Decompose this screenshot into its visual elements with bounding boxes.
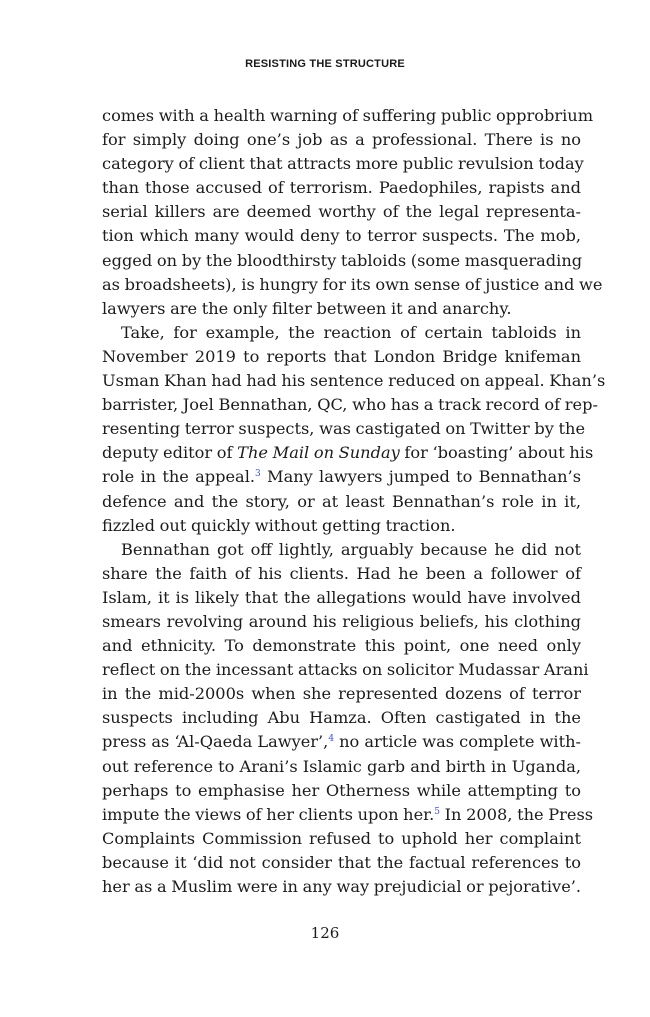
paragraph-3 xyxy=(102,538,594,899)
footnote-marker-4[interactable]: 4 xyxy=(328,734,335,745)
text-line: her as a Muslim were in any way prejudicial or pejorative’. xyxy=(102,877,582,896)
text-line xyxy=(102,803,594,827)
text-segment: for ‘boasting’ about his xyxy=(399,443,594,463)
text-line: perhaps to emphasise her Otherness while attempting to xyxy=(102,780,581,800)
text-line: barrister, Joel Bennathan, QC, who has a track record of rep- xyxy=(102,395,598,415)
text-segment: Many lawyers jumped to Bennathan’s xyxy=(260,467,582,487)
text-line: for simply doing one’s job as a professional. There is no xyxy=(102,130,581,150)
footnote-marker-5[interactable]: 5 xyxy=(434,806,441,817)
text-line: because it ‘did not consider that the factual references to xyxy=(102,852,581,872)
paragraph-1 xyxy=(102,104,603,321)
text-segment: impute the views of her clients upon her. xyxy=(102,804,435,824)
text-segment: deputy editor of xyxy=(102,443,238,463)
text-line: serial killers are deemed worthy of the legal representa- xyxy=(102,202,581,222)
text-line: Complaints Commission refused to uphold her complaint xyxy=(102,828,581,848)
body-text xyxy=(102,104,606,899)
running-head: RESISTING THE STRUCTURE xyxy=(245,58,405,70)
text-line: fizzled out quickly without getting traction. xyxy=(102,515,456,535)
text-line: lawyers are the only filter between it and anarchy. xyxy=(102,298,512,318)
text-line: in the mid-2000s when she represented dozens of terror xyxy=(102,684,581,704)
text-line: tion which many would deny to terror suspects. The mob, xyxy=(102,226,581,246)
text-line: Islam, it is likely that the allegations would have involved xyxy=(102,587,581,607)
text-line: as broadsheets), is hungry for its own sense of justice and we xyxy=(102,274,603,294)
text-line: comes with a health warning of suffering public opprobrium xyxy=(102,106,594,125)
text-line: resenting terror suspects, was castigated on Twitter by the xyxy=(102,419,586,439)
publication-title: The Mail on Sunday xyxy=(237,443,400,463)
text-segment: press as ‘Al-Qaeda Lawyer’, xyxy=(102,732,329,752)
text-line: smears revolving around his religious beliefs, his clothing xyxy=(102,611,581,631)
text-line: Bennathan got off lightly, arguably because he did not xyxy=(121,539,581,559)
text-line: and ethnicity. To demonstrate this point, one need only xyxy=(102,636,581,656)
text-line: reflect on the incessant attacks on solicitor Mudassar Arani xyxy=(102,660,589,680)
text-line: share the faith of his clients. Had he been a follower of xyxy=(102,563,581,583)
text-line xyxy=(102,730,581,754)
text-line: defence and the story, or at least Bennathan’s role in it, xyxy=(102,491,581,511)
text-line: out reference to Arani’s Islamic garb and birth in Uganda, xyxy=(102,756,581,776)
text-line: egged on by the bloodthirsty tabloids (some masquerading xyxy=(102,250,583,270)
text-line: suspects including Abu Hamza. Often castigated in the xyxy=(102,708,581,728)
text-line xyxy=(102,441,594,465)
text-line: than those accused of terrorism. Paedophiles, rapists and xyxy=(102,178,581,198)
text-line: Take, for example, the reaction of certain tabloids in xyxy=(121,322,581,342)
text-line: Usman Khan had had his sentence reduced on appeal. Khan’s xyxy=(102,371,606,391)
text-segment: role in the appeal. xyxy=(102,467,256,487)
text-segment: In 2008, the Press xyxy=(440,804,594,824)
paragraph-2 xyxy=(102,321,606,538)
footnote-marker-3[interactable]: 3 xyxy=(255,469,261,480)
text-segment: no article was complete with- xyxy=(334,732,581,752)
page-number: 126 xyxy=(310,924,340,942)
text-line: November 2019 to reports that London Bridge knifeman xyxy=(102,346,581,366)
text-line xyxy=(102,465,581,489)
text-line: category of client that attracts more public revulsion today xyxy=(102,154,584,174)
